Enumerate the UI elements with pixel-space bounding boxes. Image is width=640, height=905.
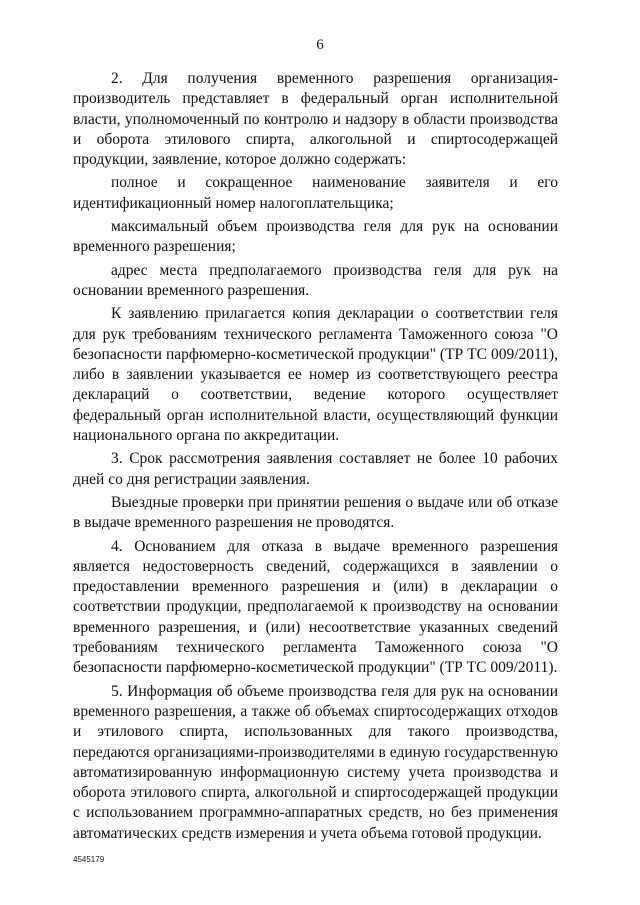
paragraph-site-inspections: Выездные проверки при принятии решения о выдаче или об отказе в выдаче временного разрешения не проводятся.	[73, 493, 558, 532]
paragraph-5-information-reporting: 5. Информация об объеме производства геля для рук на основании временного разрешения, а также об объемах спиртосодержащих отходов и этилового спирта, использованных для такого производства, передаются организациями-производителями в единую государственную автоматизированную информационную систему учета производства и оборота этилового спирта, алкогольной и спиртосодержащей продукции с использованием программно-аппаратных средств, но без применения автоматических средств измерения и учета объема готовой продукции.	[73, 682, 558, 842]
paragraph-production-address: адрес места предполагаемого производства геля для рук на основании временного разрешения.	[73, 261, 558, 299]
paragraph-3-review-period: 3. Срок рассмотрения заявления составляет не более 10 рабочих дней со дня регистрации заявления.	[73, 450, 558, 488]
paragraph-applicant-name: полное и сокращенное наименование заявителя и его идентификационный номер налогоплательщика;	[73, 174, 558, 212]
paragraph-declaration-copy: К заявлению прилагается копия декларации о соответствии геля для рук требованиям технического регламента Таможенного союза "О безопасности парфюмерно-косметической продукции" (ТР ТС 009/2011), либо в заявлении указывается ее номер из соответствующего реестра деклараций о соответствии, ведение которого осуществляет федеральный орган исполнительной власти, осуществляющий функции национального органа по аккредитации.	[73, 305, 558, 445]
page-number: 6	[316, 37, 324, 53]
paragraph-4-refusal-grounds: 4. Основанием для отказа в выдаче временного разрешения является недостоверность сведений, содержащихся в заявлении о предоставлении временного разрешения и (или) в декларации о соответствии продукции, предполагаемой к производству на основании временного разрешения, и (или) несоответствие указанных сведений требованиям технического регламента Таможенного союза "О безопасности парфюмерно-косметической продукции" (ТР ТС 009/2011).	[73, 537, 558, 677]
document-code: 4545179	[73, 855, 105, 864]
paragraph-2-application: 2. Для получения временного разрешения организация-производитель представляет в федеральный орган исполнительной власти, уполномоченный по контролю и надзору в области производства и оборота этилового спирта, алкогольной и спиртосодержащей продукции, заявление, которое должно содержать:	[73, 70, 558, 169]
document-body	[73, 69, 558, 844]
paragraph-max-volume: максимальный объем производства геля для рук на основании временного разрешения;	[73, 218, 558, 256]
